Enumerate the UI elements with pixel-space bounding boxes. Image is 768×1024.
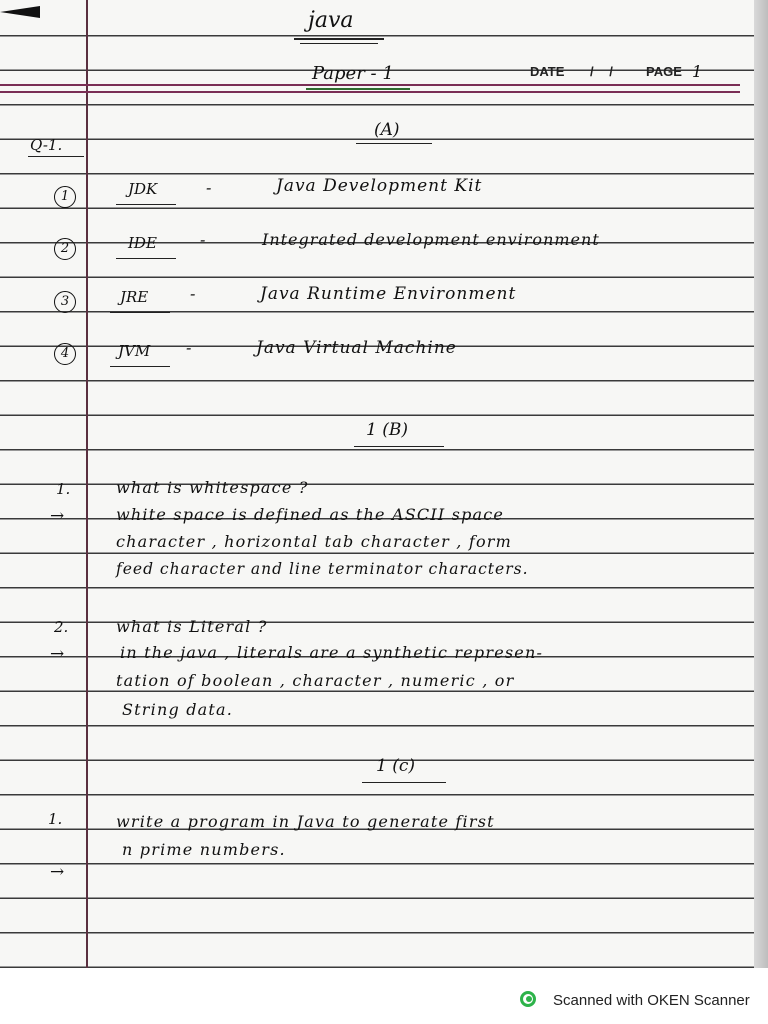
- answer-line: in the java , literals are a synthetic represen-: [120, 643, 544, 662]
- oken-scanner-logo-dot: [526, 996, 532, 1002]
- answer-line: String data.: [122, 700, 234, 719]
- full-form-ide: Integrated development environment: [262, 230, 600, 249]
- title-underline-second: [300, 43, 378, 44]
- section-a-underline: [356, 143, 432, 144]
- section-b-heading: 1 (B): [366, 420, 408, 440]
- abbr-underline: [116, 258, 176, 259]
- page-number: 1: [692, 62, 703, 81]
- item-number-3: 3: [54, 291, 76, 313]
- abbr-jdk: JDK: [128, 180, 158, 198]
- scanner-watermark-text: Scanned with OKEN Scanner: [553, 992, 750, 1009]
- section-c-heading: 1 (c): [376, 756, 416, 776]
- question-label: Q-1.: [30, 136, 63, 154]
- question-text: n prime numbers.: [122, 840, 286, 859]
- section-c-underline: [362, 782, 446, 783]
- paper-title: Paper - 1: [312, 63, 394, 84]
- question-number: 2.: [54, 618, 69, 636]
- header-rule-secondary: [0, 91, 740, 93]
- answer-arrow-icon: →: [50, 862, 65, 882]
- question-text: what is whitespace ?: [116, 478, 309, 497]
- question-text: write a program in Java to generate first: [116, 812, 495, 831]
- answer-arrow-icon: →: [50, 506, 65, 526]
- section-b-underline: [354, 446, 444, 447]
- full-form-jre: Java Runtime Environment: [260, 284, 517, 304]
- item-number-2: 2: [54, 238, 76, 260]
- date-value: / /: [590, 64, 619, 79]
- answer-line: tation of boolean , character , numeric , or: [116, 671, 515, 690]
- question-text: what is Literal ?: [116, 617, 268, 636]
- answer-line: feed character and line terminator characters.: [116, 560, 529, 578]
- item-number-1: 1: [54, 186, 76, 208]
- abbr-underline: [116, 204, 176, 205]
- question-number: 1.: [56, 480, 71, 498]
- page-title: java: [308, 8, 354, 33]
- abbr-ide: IDE: [128, 234, 157, 252]
- abbr-underline: [110, 366, 170, 367]
- title-underline: [294, 38, 384, 40]
- item-dash: -: [190, 284, 196, 303]
- item-dash: -: [206, 178, 212, 197]
- item-dash: -: [186, 338, 192, 357]
- question-label-underline: [28, 156, 84, 157]
- abbr-jre: JRE: [120, 288, 149, 306]
- header-rule: [0, 84, 740, 86]
- abbr-underline: [110, 312, 170, 313]
- answer-line: white space is defined as the ASCII space: [116, 505, 505, 524]
- page-edge: [754, 0, 768, 968]
- corner-mark: [0, 6, 40, 18]
- answer-arrow-icon: →: [50, 644, 65, 664]
- abbr-jvm: JVM: [118, 342, 151, 360]
- section-a-heading: (A): [374, 120, 400, 140]
- page-label: PAGE: [646, 64, 682, 79]
- full-form-jdk: Java Development Kit: [276, 176, 483, 196]
- question-number: 1.: [48, 810, 63, 828]
- item-number-4: 4: [54, 343, 76, 365]
- date-label: DATE: [530, 64, 565, 79]
- paper-underline: [306, 88, 410, 90]
- answer-line: character , horizontal tab character , form: [116, 532, 513, 551]
- margin-line: [86, 0, 88, 968]
- full-form-jvm: Java Virtual Machine: [256, 338, 457, 358]
- item-dash: -: [200, 230, 206, 249]
